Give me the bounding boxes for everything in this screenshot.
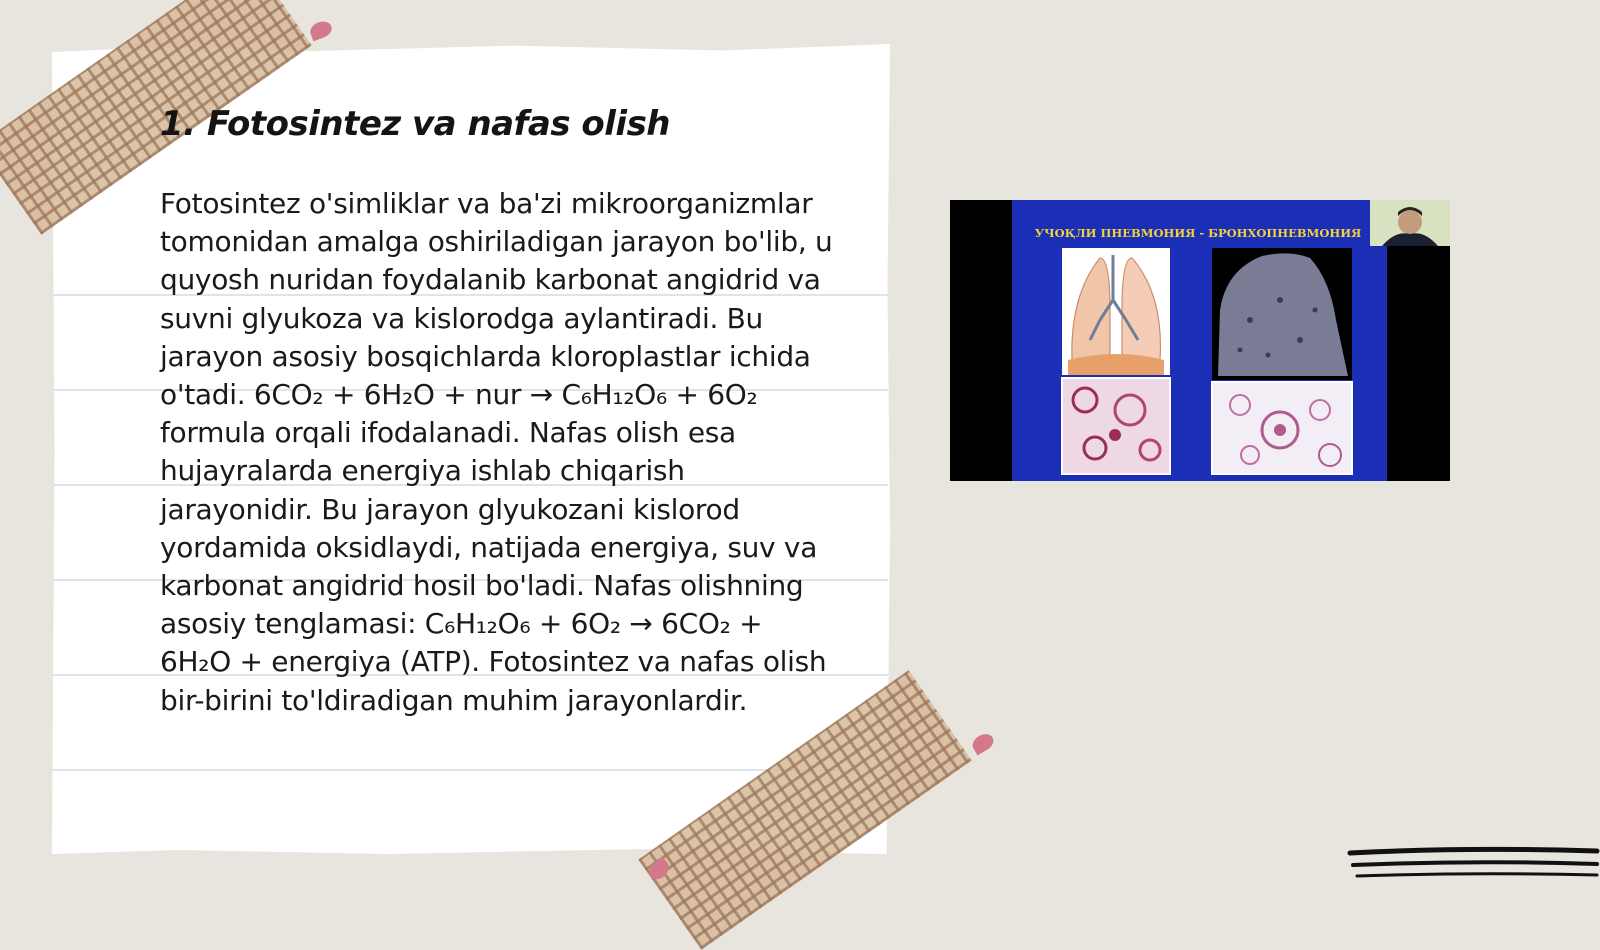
tape-end bbox=[969, 731, 996, 756]
lung-specimen-icon bbox=[1212, 248, 1352, 380]
video-thumbnail[interactable] bbox=[950, 200, 1450, 481]
decorative-brush-strokes bbox=[1345, 845, 1600, 890]
histology-micrograph-icon bbox=[1062, 378, 1170, 474]
video-slide-heading: УЧОҚЛИ ПНЕВМОНИЯ - БРОНХОПНЕВМОНИЯ bbox=[1034, 226, 1362, 240]
tape-end bbox=[308, 19, 334, 42]
slide-body-text: Fotosintez o'simliklar va ba'zi mikroorganizmlar tomonidan amalga oshiriladigan jarayon bo'lib, u quyosh nuridan foydalanib karbonat angidrid va suvni glyukoza va kislorodga aylantiradi. Bu jarayon asosiy bosqichlarda kloroplastlar ichida o'tadi. 6CO₂ + 6H₂O + nur → C₆H₁₂O₆ + 6O₂ formula orqali ifodalanadi. Nafas olish esa hujayralarda energiya ishlab chiqarish jarayonidir. Bu jarayon glyukozani kislorod yordamida oksidlaydi, natijada energiya, suv va karbonat angidrid hosil bo'ladi. Nafas olishning asosiy tenglamasi: C₆H₁₂O₆ + 6O₂ → 6CO₂ + 6H₂O + energiya (ATP). Fotosintez va nafas olish bir-birini to'ldiradigan muhim jarayonlardir. bbox=[160, 187, 833, 717]
histology-micrograph-icon bbox=[1212, 382, 1352, 474]
paper-rule-line bbox=[52, 769, 888, 771]
slide-title: 1. Fotosintez va nafas olish bbox=[160, 104, 671, 144]
presenter-webcam-icon bbox=[1370, 200, 1450, 246]
lungs-illustration-icon bbox=[1062, 248, 1170, 375]
video-content bbox=[950, 200, 1450, 481]
